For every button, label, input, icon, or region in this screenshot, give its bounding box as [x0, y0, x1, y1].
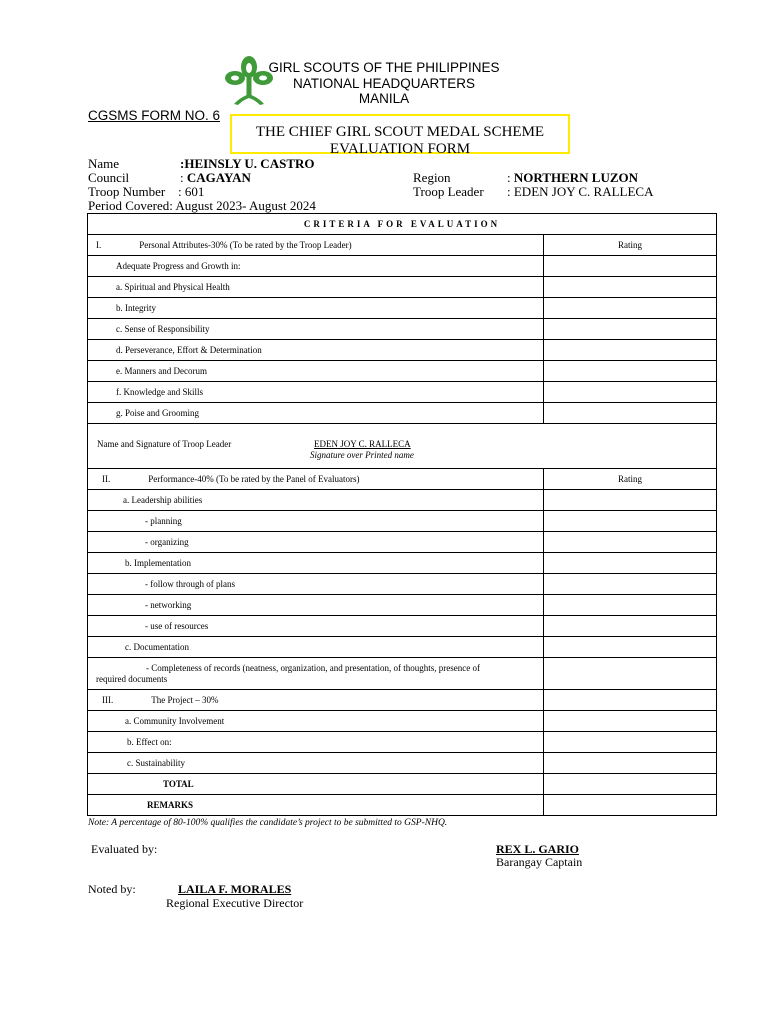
table-row: [88, 637, 717, 658]
rating-cell[interactable]: [544, 256, 717, 277]
table-heading-row: [88, 214, 717, 235]
evaluator-name: REX L. GARIO: [496, 842, 580, 856]
table-row: [88, 277, 717, 298]
section2-title: Performance-40% (To be rated by the Panel of Evaluators): [148, 474, 360, 484]
director-title: Regional Executive Director: [166, 896, 304, 910]
rating-cell[interactable]: [544, 595, 717, 616]
rating-cell[interactable]: [544, 616, 717, 637]
criterion-label: f. Knowledge and Skills: [88, 382, 544, 403]
signature-row: [88, 424, 717, 469]
form-title-box: [230, 114, 570, 157]
criterion-label: - planning: [88, 511, 544, 532]
criteria-heading: CRITERIA FOR EVALUATION: [88, 214, 717, 235]
signature-name: EDEN JOY C. RALLECA: [314, 439, 411, 449]
criterion-label: e. Manners and Decorum: [88, 361, 544, 382]
table-row: [88, 298, 717, 319]
table-row: [88, 616, 717, 637]
table-row: [88, 574, 717, 595]
total-row: [88, 774, 717, 795]
table-row: [88, 732, 717, 753]
criterion-label: a. Spiritual and Physical Health: [88, 277, 544, 298]
table-row: [88, 658, 717, 690]
rating-header: Rating: [544, 235, 717, 256]
section-row: [88, 235, 717, 256]
rating-cell[interactable]: [544, 298, 717, 319]
section3-number: III.: [102, 695, 114, 705]
criterion-label: g. Poise and Grooming: [88, 403, 544, 424]
troop-leader-label: Troop Leader: [413, 184, 484, 199]
council-colon: :: [180, 170, 187, 185]
section2-header: [88, 469, 544, 490]
criterion-label: - use of resources: [88, 616, 544, 637]
region-colon: :: [507, 170, 514, 185]
criterion-label: b. Integrity: [88, 298, 544, 319]
total-label: TOTAL: [88, 774, 544, 795]
form-title-line1: THE CHIEF GIRL SCOUT MEDAL SCHEME: [255, 124, 545, 140]
criterion-label: - organizing: [88, 532, 544, 553]
table-row: [88, 361, 717, 382]
rating-cell[interactable]: [544, 319, 717, 340]
region-label: Region: [413, 170, 451, 185]
org-headquarters: NATIONAL HEADQUARTERS: [292, 75, 476, 91]
form-title-line2: EVALUATION FORM: [329, 140, 471, 157]
signature-caption: Signature over Printed name: [310, 450, 414, 460]
section-row: [88, 469, 717, 490]
table-row: [88, 711, 717, 732]
name-label: Name: [88, 156, 120, 171]
table-row: [88, 319, 717, 340]
table-row: [88, 403, 717, 424]
criteria-table: [87, 213, 717, 816]
table-row: [88, 532, 717, 553]
rating-header: Rating: [544, 469, 717, 490]
form-number: CGSMS FORM NO. 6: [88, 108, 221, 123]
rating-cell[interactable]: [544, 403, 717, 424]
rating-cell[interactable]: [544, 637, 717, 658]
criterion-label-multiline: [88, 658, 544, 690]
region-value: NORTHERN LUZON: [513, 170, 639, 185]
table-row: [88, 753, 717, 774]
council-label: Council: [88, 170, 130, 185]
remarks-value-cell[interactable]: [544, 795, 717, 816]
table-row: [88, 340, 717, 361]
criterion-label: - networking: [88, 595, 544, 616]
total-value-cell[interactable]: [544, 774, 717, 795]
criterion-line2: required documents: [96, 673, 168, 684]
section3-header: [88, 690, 544, 711]
remarks-label: REMARKS: [88, 795, 544, 816]
rating-cell[interactable]: [544, 574, 717, 595]
criterion-label: d. Perseverance, Effort & Determination: [88, 340, 544, 361]
troop-number-value: : 601: [178, 184, 205, 199]
criterion-label: - follow through of plans: [88, 574, 544, 595]
council-value: CAGAYAN: [186, 170, 251, 185]
remarks-row: [88, 795, 717, 816]
rating-cell[interactable]: [544, 732, 717, 753]
section1-number: I.: [96, 240, 102, 250]
criterion-label: b. Effect on:: [88, 732, 544, 753]
signature-label: Name and Signature of Troop Leader: [97, 439, 232, 449]
rating-cell[interactable]: [544, 277, 717, 298]
troop-number-label: Troop Number: [88, 184, 166, 199]
criterion-label: c. Sustainability: [88, 753, 544, 774]
table-row: [88, 511, 717, 532]
rating-cell[interactable]: [544, 511, 717, 532]
table-row: [88, 595, 717, 616]
rating-cell[interactable]: [544, 382, 717, 403]
evaluated-by-label: Evaluated by:: [91, 842, 158, 856]
rating-cell[interactable]: [544, 340, 717, 361]
org-name: GIRL SCOUTS OF THE PHILIPPINES: [268, 60, 500, 75]
rating-cell[interactable]: [544, 711, 717, 732]
rating-cell[interactable]: [544, 690, 717, 711]
criterion-label: Adequate Progress and Growth in:: [88, 256, 544, 277]
rating-cell[interactable]: [544, 361, 717, 382]
section1-title: Personal Attributes-30% (To be rated by the Troop Leader): [139, 240, 352, 250]
table-row: [88, 553, 717, 574]
qualification-note: Note: A percentage of 80-100% qualifies the candidate’s project to be submitted to GSP-NHQ.: [88, 818, 448, 828]
criterion-label: c. Documentation: [88, 637, 544, 658]
section1-header: [88, 235, 544, 256]
rating-cell[interactable]: [544, 532, 717, 553]
section-row: [88, 690, 717, 711]
name-value: :HEINSLY U. CASTRO: [180, 156, 315, 171]
criterion-label: a. Leadership abilities: [88, 490, 544, 511]
criterion-label: c. Sense of Responsibility: [88, 319, 544, 340]
rating-cell[interactable]: [544, 490, 717, 511]
table-row: [88, 490, 717, 511]
section2-number: II.: [102, 474, 111, 484]
period-covered: Period Covered: August 2023- August 2024: [88, 198, 316, 213]
table-row: [88, 256, 717, 277]
troop-leader-value: : EDEN JOY C. RALLECA: [507, 184, 654, 199]
noted-by-label: Noted by:: [88, 882, 136, 896]
table-row: [88, 382, 717, 403]
director-name: LAILA F. MORALES: [178, 882, 292, 896]
rating-cell[interactable]: [544, 553, 717, 574]
criterion-line1: - Completeness of records (neatness, organization, and presentation, of thoughts, presence of: [146, 662, 480, 673]
evaluator-title: Barangay Captain: [496, 855, 583, 869]
section3-title: The Project – 30%: [151, 695, 219, 705]
troop-leader-signature: [88, 424, 717, 469]
criterion-label: a. Community Involvement: [88, 711, 544, 732]
org-city: MANILA: [358, 91, 410, 106]
criterion-label: b. Implementation: [88, 553, 544, 574]
rating-cell[interactable]: [544, 658, 717, 690]
rating-cell[interactable]: [544, 753, 717, 774]
organization-header: [0, 60, 768, 107]
